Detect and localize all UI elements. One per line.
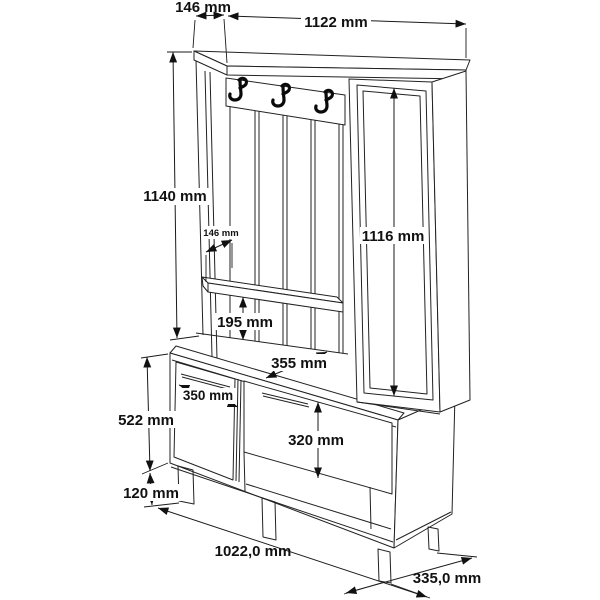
- top-board: [194, 51, 470, 79]
- dim-top-depth-label: 146 mm: [175, 0, 231, 16]
- dim-base-door-height-label: 320 mm: [288, 432, 344, 449]
- dim-left-door-width-label: 350 mm: [182, 388, 234, 403]
- shelf: [202, 277, 343, 312]
- dim-base-width-label: 1022,0 mm: [214, 543, 292, 560]
- left-side-frame: [196, 60, 217, 359]
- dim-shelf-clearance-label: 195 mm: [217, 314, 273, 331]
- leg-back-right: [428, 527, 439, 551]
- coat-hook-panel: [226, 78, 345, 125]
- dim-top-width-label: 1122 mm: [304, 14, 368, 31]
- dim-shelf-depth-label: 146 mm: [203, 228, 239, 239]
- leg-middle: [262, 498, 276, 540]
- dim-upper-height-label: 1140 mm: [143, 188, 207, 205]
- dim-base-height-label: 522 mm: [118, 412, 174, 429]
- leg-front-right: [378, 549, 391, 583]
- dim-base-depth-label: 335,0 mm: [412, 570, 482, 587]
- wall-panel-bottom-edge: [196, 333, 348, 354]
- dim-leg-height-label: 120 mm: [123, 485, 179, 502]
- dim-shelf-depth-line: [206, 240, 232, 252]
- dim-base-top-depth-label: 355 mm: [271, 355, 327, 372]
- dim-door-height-label: 1116 mm: [361, 228, 425, 245]
